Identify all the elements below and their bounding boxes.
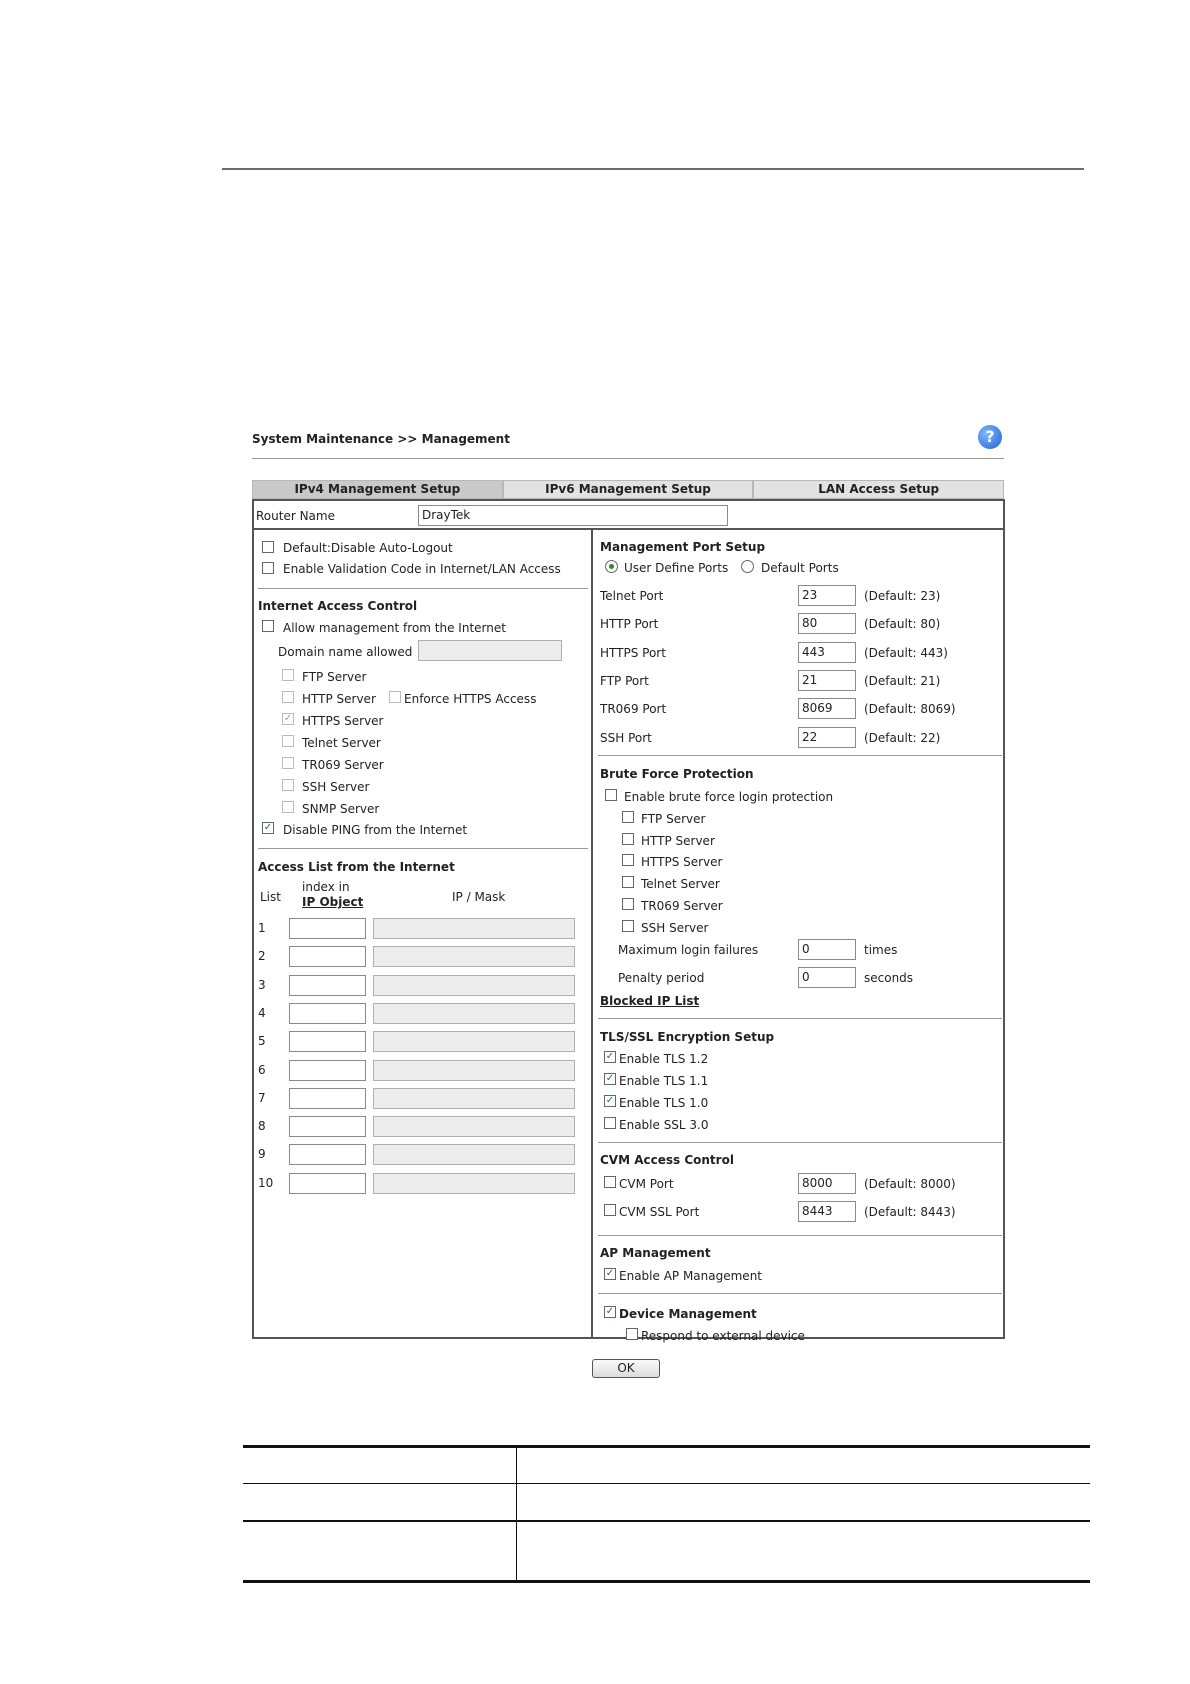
access-list-index-input[interactable] — [289, 1031, 366, 1052]
cvm-ssl-input[interactable]: 8443 — [798, 1201, 856, 1222]
ok-button[interactable]: OK — [592, 1359, 660, 1378]
page-rule — [222, 168, 1084, 170]
brute-force-server-label: FTP Server — [641, 812, 706, 826]
access-list-index-input[interactable] — [289, 1144, 366, 1165]
access-list-row-number: 7 — [258, 1090, 266, 1105]
access-list-ipmask-input[interactable] — [373, 918, 575, 939]
validation-code-checkbox[interactable] — [262, 562, 274, 574]
breadcrumb: System Maintenance >> Management — [252, 432, 510, 446]
access-list-row-number: 3 — [258, 977, 266, 992]
section-divider — [598, 1142, 1002, 1143]
port-label: TR069 Port — [600, 702, 667, 717]
brute-force-server-label: Telnet Server — [641, 877, 720, 892]
table-bottom-border — [243, 1580, 1090, 1583]
tls11-checkbox[interactable]: ✓ — [605, 1073, 615, 1084]
access-list-row-number: 4 — [258, 1005, 266, 1020]
port-label: HTTPS Port — [600, 645, 666, 660]
cvm-ssl-label: CVM SSL Port — [619, 1205, 700, 1219]
allow-mgmt-checkbox[interactable] — [262, 620, 274, 632]
ssl30-label: Enable SSL 3.0 — [619, 1118, 709, 1132]
access-list-index-input[interactable] — [289, 1060, 366, 1081]
port-input[interactable]: 21 — [798, 670, 856, 691]
penalty-label: Penalty period — [618, 971, 705, 985]
domain-input[interactable] — [418, 640, 562, 661]
disable-ping-label: Disable PING from the Internet — [283, 823, 468, 837]
cvm-port-default: (Default: 8000) — [864, 1177, 956, 1191]
user-define-radio[interactable] — [605, 560, 618, 573]
snmp-server-checkbox[interactable] — [282, 801, 294, 813]
brute-force-server-checkbox[interactable] — [622, 898, 634, 910]
port-input[interactable]: 8069 — [798, 698, 856, 719]
access-list-title: Access List from the Internet — [258, 860, 455, 874]
port-input[interactable]: 22 — [798, 727, 856, 748]
access-list-ipmask-input[interactable] — [373, 1031, 575, 1052]
brute-force-server-checkbox[interactable] — [622, 920, 634, 932]
access-list-index-input[interactable] — [289, 975, 366, 996]
port-default: (Default: 8069) — [864, 702, 956, 717]
section-divider — [598, 1235, 1002, 1236]
router-name-label: Router Name — [256, 509, 335, 523]
tr069-server-label: TR069 Server — [302, 758, 384, 772]
section-divider — [598, 755, 1002, 756]
port-default: (Default: 22) — [864, 730, 941, 745]
ftp-server-checkbox[interactable] — [282, 669, 294, 681]
access-list-row-number: 5 — [258, 1034, 266, 1049]
access-list-row-number: 6 — [258, 1062, 266, 1077]
brute-force-enable-checkbox[interactable] — [605, 789, 617, 801]
tab-ipv4-management[interactable]: IPv4 Management Setup — [252, 480, 503, 499]
tls12-label: Enable TLS 1.2 — [619, 1052, 709, 1066]
cvm-ssl-checkbox[interactable] — [604, 1204, 616, 1216]
https-server-checkbox[interactable]: ✓ — [283, 713, 293, 724]
tls10-label: Enable TLS 1.0 — [619, 1096, 709, 1110]
table-row-line — [243, 1483, 1090, 1484]
access-list-row-number: 1 — [258, 921, 266, 935]
port-label: Telnet Port — [600, 589, 664, 603]
default-ports-label: Default Ports — [761, 561, 839, 575]
section-divider — [258, 588, 588, 589]
ip-object-link[interactable]: IP Object — [302, 895, 364, 909]
respond-external-label: Respond to external device — [641, 1329, 805, 1343]
http-server-checkbox[interactable] — [282, 691, 294, 703]
cvm-title: CVM Access Control — [600, 1153, 734, 1167]
ap-enable-label: Enable AP Management — [619, 1269, 762, 1283]
cvm-port-input[interactable]: 8000 — [798, 1173, 856, 1194]
brute-force-server-label: HTTP Server — [641, 833, 715, 848]
port-input[interactable]: 443 — [798, 642, 856, 663]
section-divider — [598, 1293, 1002, 1294]
column-divider — [591, 528, 593, 1339]
access-list-index-input[interactable] — [289, 1003, 366, 1024]
ssh-server-checkbox[interactable] — [282, 779, 294, 791]
validation-code-label: Enable Validation Code in Internet/LAN Access — [283, 562, 561, 576]
brute-force-server-checkbox[interactable] — [622, 876, 634, 888]
ssl30-checkbox[interactable] — [604, 1117, 616, 1129]
brute-force-server-label: SSH Server — [641, 920, 709, 935]
col-ipmask-header: IP / Mask — [452, 890, 506, 904]
tab-ipv6-management[interactable]: IPv6 Management Setup — [503, 480, 754, 499]
table-row-line — [243, 1520, 1090, 1522]
access-list-ipmask-input[interactable] — [373, 946, 575, 967]
port-default: (Default: 23) — [864, 589, 941, 603]
router-name-divider — [252, 528, 1005, 530]
ssh-server-label: SSH Server — [302, 780, 370, 794]
blocked-ip-list-link[interactable]: Blocked IP List — [600, 994, 700, 1008]
max-failures-input[interactable]: 0 — [798, 939, 856, 960]
allow-mgmt-label: Allow management from the Internet — [283, 621, 506, 635]
port-label: HTTP Port — [600, 617, 659, 632]
cvm-port-checkbox[interactable] — [604, 1176, 616, 1188]
help-icon[interactable]: ? — [978, 425, 1002, 449]
brute-force-title: Brute Force Protection — [600, 767, 754, 781]
access-list-row-number: 2 — [258, 949, 266, 964]
access-list-ipmask-input[interactable] — [373, 975, 575, 996]
section-divider — [258, 848, 588, 849]
brute-force-server-label: HTTPS Server — [641, 855, 723, 870]
port-label: SSH Port — [600, 730, 652, 745]
access-list-ipmask-input[interactable] — [373, 1003, 575, 1024]
default-ports-radio[interactable] — [741, 560, 754, 573]
port-label: FTP Port — [600, 673, 649, 688]
max-failures-label: Maximum login failures — [618, 943, 759, 957]
internet-access-control-title: Internet Access Control — [258, 599, 418, 613]
router-name-input[interactable]: DrayTek — [418, 505, 728, 526]
enforce-https-checkbox[interactable] — [389, 691, 401, 703]
port-input[interactable]: 23 — [798, 585, 856, 606]
default-logout-checkbox[interactable] — [262, 541, 274, 553]
tab-lan-access[interactable]: LAN Access Setup — [753, 480, 1004, 499]
access-list-index-input[interactable] — [289, 918, 366, 939]
col-list-header: List — [260, 890, 281, 904]
enforce-https-label: Enforce HTTPS Access — [404, 692, 537, 706]
penalty-unit: seconds — [864, 971, 914, 985]
penalty-input[interactable]: 0 — [798, 967, 856, 988]
telnet-server-label: Telnet Server — [302, 736, 381, 750]
breadcrumb-divider — [252, 458, 1004, 459]
tab-bar — [252, 480, 1004, 499]
device-mgmt-title: Device Management — [619, 1307, 757, 1321]
section-divider — [598, 1018, 1002, 1019]
access-list-index-input[interactable] — [289, 1088, 366, 1109]
respond-external-checkbox[interactable] — [626, 1328, 638, 1340]
tls-title: TLS/SSL Encryption Setup — [600, 1030, 775, 1044]
col-index-header: index in — [302, 880, 350, 894]
disable-ping-checkbox[interactable]: ✓ — [263, 822, 273, 833]
port-default: (Default: 443) — [864, 645, 948, 660]
access-list-ipmask-input[interactable] — [373, 1116, 575, 1137]
access-list-ipmask-input[interactable] — [373, 1088, 575, 1109]
user-define-label: User Define Ports — [624, 561, 729, 575]
tr069-server-checkbox[interactable] — [282, 757, 294, 769]
https-server-label: HTTPS Server — [302, 714, 384, 728]
access-list-index-input[interactable] — [289, 946, 366, 967]
table-top-border — [243, 1445, 1090, 1448]
snmp-server-label: SNMP Server — [302, 802, 380, 816]
port-default: (Default: 21) — [864, 673, 941, 688]
access-list-ipmask-input[interactable] — [373, 1060, 575, 1081]
domain-label: Domain name allowed — [278, 645, 413, 659]
mgmt-port-title: Management Port Setup — [600, 540, 766, 554]
brute-force-enable-label: Enable brute force login protection — [624, 790, 834, 804]
access-list-ipmask-input[interactable] — [373, 1144, 575, 1165]
default-logout-label: Default:Disable Auto-Logout — [283, 541, 453, 555]
ftp-server-label: FTP Server — [302, 670, 367, 684]
brute-force-server-checkbox[interactable] — [622, 833, 634, 845]
tls11-label: Enable TLS 1.1 — [619, 1074, 709, 1088]
table-column-line — [516, 1445, 517, 1582]
brute-force-server-checkbox[interactable] — [622, 811, 634, 823]
cvm-port-label: CVM Port — [619, 1177, 674, 1191]
ap-title: AP Management — [600, 1246, 711, 1260]
max-failures-unit: times — [864, 943, 898, 957]
access-list-ipmask-input[interactable] — [373, 1173, 575, 1194]
tls10-checkbox[interactable]: ✓ — [605, 1095, 615, 1106]
access-list-row-number: 8 — [258, 1119, 266, 1134]
port-default: (Default: 80) — [864, 617, 941, 632]
http-server-label: HTTP Server — [302, 692, 376, 706]
access-list-index-input[interactable] — [289, 1173, 366, 1194]
device-mgmt-checkbox[interactable]: ✓ — [605, 1306, 615, 1317]
cvm-ssl-default: (Default: 8443) — [864, 1205, 956, 1219]
access-list-index-input[interactable] — [289, 1116, 366, 1137]
tls12-checkbox[interactable]: ✓ — [605, 1051, 615, 1062]
port-input[interactable]: 80 — [798, 613, 856, 634]
ap-enable-checkbox[interactable]: ✓ — [605, 1268, 615, 1279]
brute-force-server-checkbox[interactable] — [622, 854, 634, 866]
access-list-row-number: 9 — [258, 1147, 266, 1162]
access-list-row-number: 10 — [258, 1175, 274, 1190]
brute-force-server-label: TR069 Server — [641, 898, 723, 913]
telnet-server-checkbox[interactable] — [282, 735, 294, 747]
